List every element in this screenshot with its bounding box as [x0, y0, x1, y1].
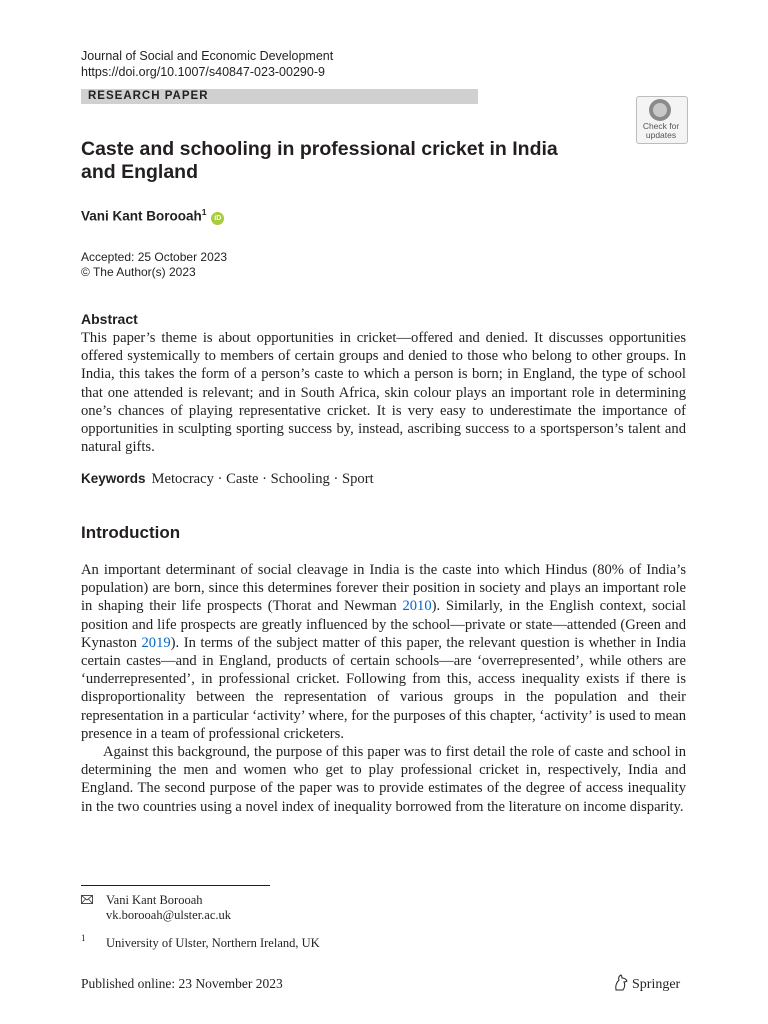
publisher-logo [613, 974, 680, 993]
springer-horse-icon [613, 974, 629, 991]
check-updates-line1: Check for [642, 121, 680, 131]
check-updates-icon [649, 99, 671, 121]
author-name[interactable]: Vani Kant Borooah [81, 208, 202, 224]
affiliation-mark: 1 [201, 207, 207, 217]
category-banner [81, 89, 478, 104]
paper-title [81, 138, 601, 184]
doi-link[interactable]: https://doi.org/10.1007/s40847-023-00290-9 [81, 65, 325, 79]
contact-name: Vani Kant Borooah [106, 893, 203, 907]
keywords [81, 471, 374, 488]
title-line-2: and England [81, 161, 198, 183]
keywords-label: Keywords [81, 471, 146, 486]
affiliation-text: University of Ulster, Northern Ireland, UK [106, 936, 320, 950]
citation-link[interactable]: 2019 [141, 634, 171, 651]
copyright-notice: © The Author(s) 2023 [81, 265, 196, 279]
keywords-list: Metocracy · Caste · Schooling · Sport [151, 471, 374, 487]
footnote-divider [81, 885, 270, 886]
abstract-heading: Abstract [81, 311, 138, 327]
title-line-1: Caste and schooling in professional cricket in India [81, 138, 558, 160]
citation-link[interactable]: 2010 [402, 598, 432, 615]
publication-dates [81, 250, 227, 280]
envelope-icon [81, 895, 93, 904]
abstract-text: This paper’s theme is about opportunities in cricket—offered and denied. It discusses opportunities offered systemically to members of certain groups and denied to those who belong to other groups. In India, this takes the form of a person’s caste to which a person is born; in England, the type of school that one attended is relevant; and in South Africa, skin colour plays an important role in determining one’s chances of playing representative cricket. It is very easy to underestimate the importance of opportunities in sculpting sporting success by, instead, ascribing success to a sportsperson’s talent and natural gifts. [81, 330, 686, 456]
journal-header [81, 48, 333, 80]
intro-paragraph-2: Against this background, the purpose of this paper was to first detail the role of caste and school in determining the men and women who get to play professional cricket in, respectively, India and England. The second purpose of the paper was to provide estimates of the degree of access inequality in the two countries using a novel index of inequality borrowed from the literature on income disparity. [81, 744, 686, 815]
accepted-date: Accepted: 25 October 2023 [81, 250, 228, 264]
check-updates-line2: updates [645, 130, 677, 140]
contact-email[interactable]: vk.borooah@ulster.ac.uk [106, 908, 232, 922]
publisher-name: Springer [632, 977, 681, 992]
author-line [81, 207, 224, 225]
check-for-updates-button[interactable] [636, 96, 686, 142]
introduction-body [81, 561, 686, 816]
intro-paragraph-1: An important determinant of social cleavage in India is the caste into which Hindus (80% of India’s population) are born, since this determines forever their position in society and plays an important role in shaping their life prospects (Thorat and Newman 2010). Similarly, in the English context, social position and life prospects are greatly influenced by the school—private or state—attended (Green and Kynaston 2019). In terms of the subject matter of this paper, the relevant question is whether in India certain castes—and in England, products of certain schools—are ‘overrepresented’, while others are ‘underrepresented’, in professional cricket. Following from this, access inequality exists if there is disproportionality between the representation of various groups in the population and their representation in a particular ‘activity’ where, for the purposes of this chapter, ‘activity’ is used to mean presence in a team of professional cricketers. [81, 562, 686, 742]
introduction-heading: Introduction [81, 523, 181, 542]
orcid-icon[interactable]: iD [211, 212, 224, 225]
published-online: Published online: 23 November 2023 [81, 976, 283, 991]
category-label: RESEARCH PAPER [88, 90, 209, 102]
journal-name: Journal of Social and Economic Development [81, 49, 334, 63]
affiliation-number: 1 [81, 933, 86, 943]
